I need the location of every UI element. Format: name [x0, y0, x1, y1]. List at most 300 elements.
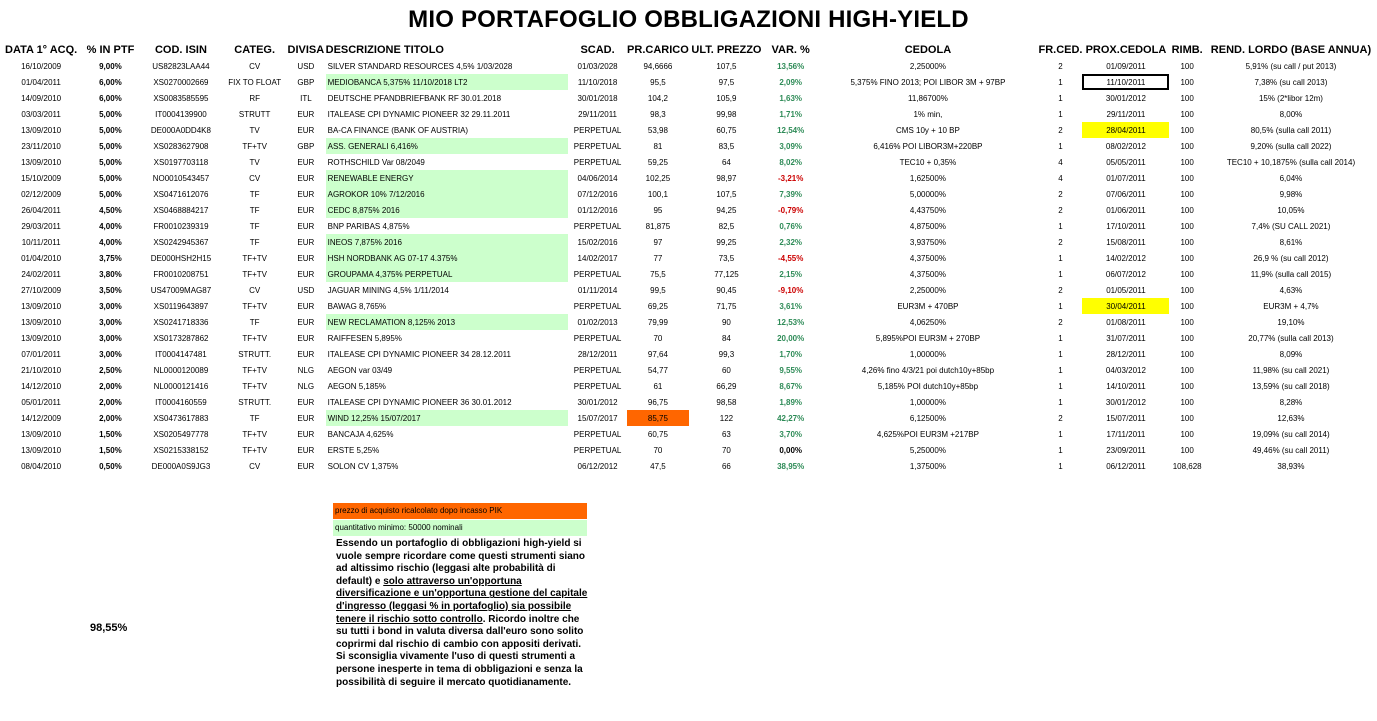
cell-isin[interactable]: XS0283627908: [153, 141, 209, 151]
cell-descrizione[interactable]: GROUPAMA 4,375% PERPETUAL: [326, 266, 569, 282]
cell-scadenza[interactable]: 04/06/2014: [577, 173, 618, 183]
cell-frequenza-cedola[interactable]: 1: [1058, 109, 1063, 119]
cell-ultimo-prezzo[interactable]: 73,5: [718, 253, 735, 263]
cell-divisa[interactable]: EUR: [297, 445, 315, 455]
cell-scadenza[interactable]: 30/01/2018: [577, 93, 618, 103]
cell-pct-ptf[interactable]: 4,50%: [99, 205, 122, 215]
cell-pct-ptf[interactable]: 9,00%: [99, 61, 122, 71]
cell-rimborso[interactable]: 100: [1180, 189, 1194, 199]
cell-cedola[interactable]: 1% min,: [913, 109, 943, 119]
cell-ultimo-prezzo[interactable]: 98,58: [716, 397, 737, 407]
cell-divisa[interactable]: EUR: [297, 125, 315, 135]
cell-pct-ptf[interactable]: 5,00%: [99, 157, 122, 167]
cell-scadenza[interactable]: 01/03/2028: [577, 61, 618, 71]
cell-categoria[interactable]: STRUTT: [238, 109, 271, 119]
cell-prossima-cedola[interactable]: 14/02/2012: [1105, 253, 1146, 263]
header-divisa[interactable]: DIVISA: [287, 44, 325, 56]
cell-prezzo-carico[interactable]: 54,77: [647, 365, 668, 375]
cell-isin[interactable]: FR0010239319: [153, 221, 209, 231]
cell-divisa[interactable]: EUR: [297, 317, 315, 327]
cell-categoria[interactable]: TF+TV: [242, 445, 267, 455]
cell-prossima-cedola[interactable]: 31/07/2011: [1106, 333, 1146, 343]
cell-cedola[interactable]: 2,25000%: [909, 61, 946, 71]
cell-categoria[interactable]: STRUTT.: [238, 397, 272, 407]
cell-cedola[interactable]: 3,93750%: [909, 237, 946, 247]
cell-prossima-cedola[interactable]: 30/01/2012: [1105, 397, 1146, 407]
cell-cedola[interactable]: 6,416% POI LIBOR3M+220BP: [873, 141, 983, 151]
cell-variazione[interactable]: -3,21%: [778, 173, 804, 183]
cell-pct-ptf[interactable]: 4,00%: [99, 221, 122, 231]
cell-prezzo-carico[interactable]: 70: [653, 445, 663, 455]
cell-rimborso[interactable]: 100: [1180, 445, 1194, 455]
cell-divisa[interactable]: GBP: [297, 141, 315, 151]
cell-cedola[interactable]: 5,185% POI dutch10y+85bp: [877, 381, 979, 391]
cell-ultimo-prezzo[interactable]: 60,75: [716, 125, 737, 135]
cell-rendimento-lordo[interactable]: 19,10%: [1277, 317, 1305, 327]
cell-data-acquisto[interactable]: 10/11/2011: [21, 237, 61, 247]
cell-rimborso[interactable]: 100: [1180, 141, 1194, 151]
cell-divisa[interactable]: USD: [297, 285, 315, 295]
cell-divisa[interactable]: EUR: [297, 253, 315, 263]
cell-frequenza-cedola[interactable]: 1: [1058, 461, 1063, 471]
cell-rimborso[interactable]: 100: [1180, 365, 1194, 375]
cell-ultimo-prezzo[interactable]: 64: [721, 157, 731, 167]
cell-frequenza-cedola[interactable]: 2: [1058, 189, 1063, 199]
legend-orange-swatch[interactable]: [333, 503, 587, 519]
cell-data-acquisto[interactable]: 15/10/2009: [21, 173, 62, 183]
cell-prezzo-carico[interactable]: 70: [653, 333, 663, 343]
cell-prezzo-carico[interactable]: 100,1: [647, 189, 668, 199]
cell-scadenza[interactable]: 15/07/2017: [577, 413, 618, 423]
cell-prezzo-carico[interactable]: 104,2: [647, 93, 668, 103]
cell-categoria[interactable]: TF+TV: [242, 429, 267, 439]
cell-variazione[interactable]: 13,56%: [777, 61, 805, 71]
cell-pct-ptf[interactable]: 5,00%: [99, 189, 122, 199]
cell-categoria[interactable]: TF: [249, 317, 260, 327]
cell-rendimento-lordo[interactable]: 9,20% (sulla call 2022): [1250, 141, 1332, 151]
cell-scadenza[interactable]: 01/12/2016: [577, 205, 618, 215]
cell-prezzo-carico[interactable]: 61: [653, 381, 663, 391]
header-pct-ptf[interactable]: % IN PTF: [86, 44, 135, 56]
cell-ultimo-prezzo[interactable]: 70: [721, 445, 731, 455]
cell-divisa[interactable]: USD: [297, 61, 315, 71]
cell-prezzo-carico[interactable]: 102,25: [645, 173, 671, 183]
cell-isin[interactable]: XS0205497778: [153, 429, 209, 439]
cell-frequenza-cedola[interactable]: 4: [1058, 157, 1063, 167]
cell-pct-ptf[interactable]: 5,00%: [99, 109, 122, 119]
cell-scadenza[interactable]: 14/02/2017: [577, 253, 618, 263]
cell-ultimo-prezzo[interactable]: 97,5: [718, 77, 735, 87]
cell-variazione[interactable]: 1,89%: [779, 397, 803, 407]
cell-variazione[interactable]: 12,54%: [777, 125, 805, 135]
cell-categoria[interactable]: TF+TV: [242, 381, 267, 391]
cell-descrizione[interactable]: BAWAG 8,765%: [327, 301, 387, 311]
cell-pct-ptf[interactable]: 3,75%: [99, 253, 122, 263]
cell-frequenza-cedola[interactable]: 2: [1058, 413, 1063, 423]
cell-categoria[interactable]: TV: [249, 157, 260, 167]
cell-isin[interactable]: XS0197703118: [153, 157, 209, 167]
cell-pct-ptf[interactable]: 3,50%: [99, 285, 122, 295]
cell-data-acquisto[interactable]: 13/09/2010: [21, 301, 62, 311]
cell-frequenza-cedola[interactable]: 1: [1058, 221, 1063, 231]
cell-variazione[interactable]: 2,09%: [779, 77, 803, 87]
cell-pct-ptf[interactable]: 3,00%: [99, 317, 122, 327]
cell-rimborso[interactable]: 100: [1180, 253, 1194, 263]
header-rendimento-lordo[interactable]: REND. LORDO (BASE ANNUA): [1210, 44, 1372, 56]
cell-divisa[interactable]: GBP: [297, 77, 315, 87]
cell-categoria[interactable]: CV: [249, 461, 261, 471]
cell-prezzo-carico[interactable]: 79,99: [647, 317, 668, 327]
cell-divisa[interactable]: NLG: [297, 381, 315, 391]
cell-isin[interactable]: IT0004139900: [155, 109, 207, 119]
header-categoria[interactable]: CATEG.: [234, 44, 276, 56]
cell-prossima-cedola[interactable]: 14/10/2011: [1106, 381, 1146, 391]
cell-prossima-cedola[interactable]: 30/04/2011: [1082, 298, 1169, 314]
cell-variazione[interactable]: 2,32%: [779, 237, 803, 247]
cell-ultimo-prezzo[interactable]: 122: [719, 413, 734, 423]
cell-variazione[interactable]: 2,15%: [779, 269, 803, 279]
cell-pct-ptf[interactable]: 6,00%: [99, 77, 122, 87]
cell-rimborso[interactable]: 100: [1180, 317, 1194, 327]
cell-cedola[interactable]: 1,37500%: [909, 461, 946, 471]
cell-prossima-cedola[interactable]: 08/02/2012: [1105, 141, 1146, 151]
cell-categoria[interactable]: CV: [249, 61, 261, 71]
cell-prezzo-carico[interactable]: 75,5: [650, 269, 666, 279]
cell-categoria[interactable]: TV: [249, 125, 260, 135]
cell-categoria[interactable]: TF+TV: [242, 301, 267, 311]
cell-pct-ptf[interactable]: 2,00%: [99, 381, 122, 391]
cell-isin[interactable]: US47009MAG87: [150, 285, 212, 295]
cell-data-acquisto[interactable]: 14/12/2010: [21, 381, 62, 391]
cell-divisa[interactable]: EUR: [297, 461, 315, 471]
cell-isin[interactable]: XS0473617883: [153, 413, 209, 423]
cell-rendimento-lordo[interactable]: 11,98% (su call 2021): [1252, 365, 1330, 375]
cell-prossima-cedola[interactable]: 01/08/2011: [1106, 317, 1146, 327]
cell-prezzo-carico[interactable]: 95,5: [650, 77, 666, 87]
cell-rimborso[interactable]: 100: [1180, 269, 1194, 279]
cell-isin[interactable]: US82823LAA44: [152, 61, 210, 71]
cell-divisa[interactable]: EUR: [297, 221, 315, 231]
cell-variazione[interactable]: 0,00%: [779, 445, 803, 455]
cell-frequenza-cedola[interactable]: 2: [1058, 317, 1063, 327]
cell-frequenza-cedola[interactable]: 2: [1058, 237, 1063, 247]
cell-frequenza-cedola[interactable]: 1: [1058, 397, 1063, 407]
cell-prezzo-carico[interactable]: 47,5: [650, 461, 666, 471]
cell-prossima-cedola[interactable]: 01/06/2011: [1106, 205, 1146, 215]
cell-variazione[interactable]: 3,70%: [779, 429, 803, 439]
cell-ultimo-prezzo[interactable]: 107,5: [716, 61, 737, 71]
cell-categoria[interactable]: TF: [249, 413, 260, 423]
cell-ultimo-prezzo[interactable]: 60: [721, 365, 731, 375]
cell-rendimento-lordo[interactable]: 26,9 % (su call 2012): [1253, 253, 1329, 263]
cell-data-acquisto[interactable]: 13/09/2010: [21, 125, 62, 135]
header-cedola[interactable]: CEDOLA: [904, 44, 952, 56]
cell-descrizione[interactable]: WIND 12,25% 15/07/2017: [326, 410, 569, 426]
cell-pct-ptf[interactable]: 5,00%: [99, 125, 122, 135]
cell-isin[interactable]: XS0119643897: [153, 301, 209, 311]
cell-descrizione[interactable]: BA-CA FINANCE (BANK OF AUSTRIA): [327, 125, 469, 135]
cell-cedola[interactable]: 5,25000%: [909, 445, 946, 455]
cell-prezzo-carico[interactable]: 96,75: [647, 397, 668, 407]
cell-prezzo-carico[interactable]: 81: [653, 141, 663, 151]
cell-categoria[interactable]: TF: [249, 221, 260, 231]
cell-prossima-cedola[interactable]: 06/12/2011: [1106, 461, 1146, 471]
cell-ultimo-prezzo[interactable]: 99,25: [716, 237, 737, 247]
cell-data-acquisto[interactable]: 27/10/2009: [21, 285, 62, 295]
cell-scadenza[interactable]: PERPETUAL: [573, 365, 622, 375]
cell-pct-ptf[interactable]: 0,50%: [99, 461, 122, 471]
cell-categoria[interactable]: RF: [249, 93, 260, 103]
cell-isin[interactable]: XS0083585595: [153, 93, 209, 103]
cell-frequenza-cedola[interactable]: 1: [1058, 445, 1063, 455]
cell-divisa[interactable]: ITL: [300, 93, 312, 103]
cell-pct-ptf[interactable]: 6,00%: [99, 93, 122, 103]
cell-divisa[interactable]: EUR: [297, 301, 315, 311]
cell-categoria[interactable]: TF: [249, 237, 260, 247]
cell-cedola[interactable]: 5,00000%: [909, 189, 946, 199]
cell-prezzo-carico[interactable]: 99,5: [650, 285, 666, 295]
cell-rimborso[interactable]: 100: [1180, 61, 1194, 71]
cell-scadenza[interactable]: PERPETUAL: [573, 269, 622, 279]
cell-variazione[interactable]: 0,76%: [779, 221, 803, 231]
cell-prezzo-carico[interactable]: 97,64: [647, 349, 668, 359]
cell-isin[interactable]: XS0215338152: [153, 445, 209, 455]
cell-variazione[interactable]: 7,39%: [779, 189, 803, 199]
cell-divisa[interactable]: EUR: [297, 173, 315, 183]
cell-frequenza-cedola[interactable]: 1: [1058, 301, 1063, 311]
cell-prezzo-carico[interactable]: 59,25: [647, 157, 668, 167]
cell-frequenza-cedola[interactable]: 1: [1058, 269, 1063, 279]
cell-ultimo-prezzo[interactable]: 71,75: [716, 301, 737, 311]
cell-variazione[interactable]: 1,63%: [779, 93, 803, 103]
cell-prossima-cedola[interactable]: 29/11/2011: [1106, 109, 1146, 119]
cell-pct-ptf[interactable]: 3,00%: [99, 301, 122, 311]
cell-frequenza-cedola[interactable]: 1: [1058, 77, 1063, 87]
cell-rimborso[interactable]: 100: [1180, 285, 1194, 295]
cell-isin[interactable]: XS0270002669: [153, 77, 209, 87]
cell-divisa[interactable]: EUR: [297, 333, 315, 343]
cell-data-acquisto[interactable]: 13/09/2010: [21, 317, 62, 327]
cell-descrizione[interactable]: RENEWABLE ENERGY: [326, 170, 569, 186]
cell-ultimo-prezzo[interactable]: 99,98: [716, 109, 737, 119]
cell-variazione[interactable]: 1,71%: [779, 109, 803, 119]
cell-cedola[interactable]: 1,00000%: [909, 349, 946, 359]
cell-divisa[interactable]: EUR: [297, 205, 315, 215]
cell-scadenza[interactable]: PERPETUAL: [573, 381, 622, 391]
cell-pct-ptf[interactable]: 1,50%: [99, 429, 122, 439]
cell-data-acquisto[interactable]: 03/03/2011: [21, 109, 61, 119]
cell-frequenza-cedola[interactable]: 2: [1058, 285, 1063, 295]
cell-descrizione[interactable]: DEUTSCHE PFANDBRIEFBANK RF 30.01.2018: [327, 93, 502, 103]
cell-rendimento-lordo[interactable]: 8,61%: [1279, 237, 1303, 247]
cell-variazione[interactable]: -0,79%: [778, 205, 804, 215]
cell-ultimo-prezzo[interactable]: 90: [721, 317, 731, 327]
cell-prossima-cedola[interactable]: 28/12/2011: [1106, 349, 1146, 359]
cell-rimborso[interactable]: 100: [1180, 397, 1194, 407]
cell-data-acquisto[interactable]: 23/11/2010: [21, 141, 61, 151]
cell-scadenza[interactable]: 06/12/2012: [577, 461, 618, 471]
cell-rendimento-lordo[interactable]: 5,91% (su call / put 2013): [1245, 61, 1337, 71]
cell-categoria[interactable]: FIX TO FLOAT: [228, 77, 282, 87]
cell-isin[interactable]: XS0173287862: [153, 333, 209, 343]
cell-prossima-cedola[interactable]: 11/10/2011: [1082, 74, 1169, 90]
cell-rendimento-lordo[interactable]: 8,09%: [1279, 349, 1303, 359]
cell-rendimento-lordo[interactable]: 4,63%: [1279, 285, 1303, 295]
cell-pct-ptf[interactable]: 5,00%: [99, 141, 122, 151]
cell-frequenza-cedola[interactable]: 1: [1058, 429, 1063, 439]
cell-data-acquisto[interactable]: 13/09/2010: [21, 333, 62, 343]
cell-data-acquisto[interactable]: 07/01/2011: [21, 349, 61, 359]
cell-rimborso[interactable]: 100: [1180, 429, 1194, 439]
cell-prezzo-carico[interactable]: 95: [653, 205, 663, 215]
cell-ultimo-prezzo[interactable]: 99,3: [718, 349, 735, 359]
header-variazione[interactable]: VAR. %: [771, 44, 810, 56]
cell-descrizione[interactable]: RAIFFESEN 5,895%: [327, 333, 402, 343]
cell-data-acquisto[interactable]: 13/09/2010: [21, 445, 62, 455]
cell-variazione[interactable]: 42,27%: [777, 413, 805, 423]
cell-variazione[interactable]: 3,09%: [779, 141, 803, 151]
cell-variazione[interactable]: 12,53%: [777, 317, 805, 327]
cell-descrizione[interactable]: ASS. GENERALI 6,416%: [326, 138, 569, 154]
legend-green-swatch[interactable]: [333, 520, 587, 536]
cell-ultimo-prezzo[interactable]: 105,9: [716, 93, 737, 103]
cell-categoria[interactable]: TF+TV: [242, 269, 267, 279]
header-isin[interactable]: COD. ISIN: [154, 44, 207, 56]
cell-pct-ptf[interactable]: 3,80%: [99, 269, 122, 279]
cell-rimborso[interactable]: 100: [1180, 205, 1194, 215]
cell-descrizione[interactable]: SILVER STANDARD RESOURCES 4,5% 1/03/2028: [327, 61, 513, 71]
cell-scadenza[interactable]: 11/10/2018: [577, 77, 618, 87]
cell-scadenza[interactable]: PERPETUAL: [573, 333, 622, 343]
cell-scadenza[interactable]: 29/11/2011: [578, 109, 617, 119]
cell-pct-ptf[interactable]: 2,00%: [99, 397, 122, 407]
cell-scadenza[interactable]: 15/02/2016: [577, 237, 618, 247]
cell-rendimento-lordo[interactable]: 20,77% (sulla call 2013): [1248, 333, 1334, 343]
cell-ultimo-prezzo[interactable]: 66: [721, 461, 731, 471]
cell-prossima-cedola[interactable]: 15/08/2011: [1106, 237, 1146, 247]
cell-data-acquisto[interactable]: 08/04/2010: [21, 461, 62, 471]
cell-descrizione[interactable]: AEGON 5,185%: [327, 381, 386, 391]
cell-rimborso[interactable]: 100: [1180, 333, 1194, 343]
cell-descrizione[interactable]: ITALEASE CPI DYNAMIC PIONEER 36 30.01.2012: [327, 397, 512, 407]
cell-prossima-cedola[interactable]: 06/07/2012: [1105, 269, 1146, 279]
cell-prezzo-carico[interactable]: 94,6666: [643, 61, 673, 71]
cell-ultimo-prezzo[interactable]: 63: [721, 429, 731, 439]
cell-isin[interactable]: IT0004147481: [155, 349, 207, 359]
cell-descrizione[interactable]: MEDIOBANCA 5,375% 11/10/2018 LT2: [326, 74, 569, 90]
cell-data-acquisto[interactable]: 21/10/2010: [21, 365, 62, 375]
cell-cedola[interactable]: EUR3M + 470BP: [897, 301, 959, 311]
cell-isin[interactable]: IT0004160559: [155, 397, 207, 407]
cell-rimborso[interactable]: 100: [1180, 221, 1194, 231]
cell-descrizione[interactable]: JAGUAR MINING 4,5% 1/11/2014: [327, 285, 449, 295]
cell-variazione[interactable]: 8,67%: [779, 381, 803, 391]
cell-rendimento-lordo[interactable]: 7,38% (su call 2013): [1254, 77, 1328, 87]
cell-prezzo-carico[interactable]: 85,75: [627, 410, 689, 426]
header-ultimo-prezzo[interactable]: ULT. PREZZO: [691, 44, 762, 56]
cell-prossima-cedola[interactable]: 15/07/2011: [1106, 413, 1146, 423]
cell-prezzo-carico[interactable]: 53,98: [647, 125, 668, 135]
cell-scadenza[interactable]: PERPETUAL: [573, 429, 622, 439]
header-prossima-cedola[interactable]: PROX.CEDOLA: [1085, 44, 1167, 56]
cell-prossima-cedola[interactable]: 23/09/2011: [1106, 445, 1146, 455]
cell-data-acquisto[interactable]: 24/02/2011: [21, 269, 61, 279]
cell-rimborso[interactable]: 100: [1180, 109, 1194, 119]
cell-prezzo-carico[interactable]: 60,75: [647, 429, 668, 439]
cell-cedola[interactable]: 2,25000%: [909, 285, 946, 295]
cell-cedola[interactable]: 4,06250%: [909, 317, 946, 327]
cell-rendimento-lordo[interactable]: 7,4% (SU CALL 2021): [1251, 221, 1331, 231]
cell-rendimento-lordo[interactable]: 38,93%: [1277, 461, 1305, 471]
cell-descrizione[interactable]: CEDC 8,875% 2016: [326, 202, 569, 218]
cell-rimborso[interactable]: 100: [1180, 93, 1194, 103]
cell-isin[interactable]: NO0010543457: [152, 173, 210, 183]
header-prezzo-carico[interactable]: PR.CARICO: [627, 44, 689, 56]
cell-frequenza-cedola[interactable]: 1: [1058, 253, 1063, 263]
cell-data-acquisto[interactable]: 01/04/2011: [21, 77, 61, 87]
cell-data-acquisto[interactable]: 01/04/2010: [21, 253, 62, 263]
cell-pct-ptf[interactable]: 2,00%: [99, 413, 122, 423]
cell-data-acquisto[interactable]: 16/10/2009: [21, 61, 62, 71]
cell-variazione[interactable]: 8,02%: [779, 157, 803, 167]
cell-cedola[interactable]: 1,00000%: [909, 397, 946, 407]
cell-divisa[interactable]: EUR: [297, 397, 315, 407]
cell-rendimento-lordo[interactable]: 8,28%: [1279, 397, 1303, 407]
cell-descrizione[interactable]: BNP PARIBAS 4,875%: [327, 221, 410, 231]
cell-divisa[interactable]: EUR: [297, 413, 315, 423]
cell-categoria[interactable]: TF+TV: [242, 141, 267, 151]
cell-scadenza[interactable]: PERPETUAL: [573, 125, 622, 135]
cell-descrizione[interactable]: ITALEASE CPI DYNAMIC PIONEER 32 29.11.2011: [327, 109, 511, 119]
cell-prezzo-carico[interactable]: 69,25: [647, 301, 668, 311]
cell-frequenza-cedola[interactable]: 2: [1058, 205, 1063, 215]
cell-rimborso[interactable]: 100: [1180, 157, 1194, 167]
cell-variazione[interactable]: 20,00%: [777, 333, 805, 343]
cell-frequenza-cedola[interactable]: 1: [1058, 141, 1063, 151]
cell-divisa[interactable]: EUR: [297, 269, 315, 279]
cell-isin[interactable]: XS0242945367: [153, 237, 209, 247]
cell-scadenza[interactable]: PERPETUAL: [573, 157, 622, 167]
header-frequenza-cedola[interactable]: FR.CED.: [1038, 44, 1083, 56]
cell-categoria[interactable]: STRUTT.: [238, 349, 272, 359]
cell-data-acquisto[interactable]: 26/04/2011: [21, 205, 61, 215]
cell-frequenza-cedola[interactable]: 4: [1058, 173, 1063, 183]
cell-pct-ptf[interactable]: 3,00%: [99, 349, 122, 359]
cell-prezzo-carico[interactable]: 81,875: [645, 221, 671, 231]
cell-cedola[interactable]: 4,625%POI EUR3M +217BP: [876, 429, 979, 439]
cell-divisa[interactable]: EUR: [297, 109, 315, 119]
cell-pct-ptf[interactable]: 3,00%: [99, 333, 122, 343]
cell-prossima-cedola[interactable]: 05/05/2011: [1106, 157, 1146, 167]
cell-descrizione[interactable]: INEOS 7,875% 2016: [326, 234, 569, 250]
cell-rendimento-lordo[interactable]: EUR3M + 4,7%: [1263, 301, 1319, 311]
cell-descrizione[interactable]: ITALEASE CPI DYNAMIC PIONEER 34 28.12.2011: [327, 349, 511, 359]
cell-rimborso[interactable]: 100: [1180, 125, 1194, 135]
cell-prossima-cedola[interactable]: 01/09/2011: [1106, 61, 1146, 71]
cell-scadenza[interactable]: 01/11/2014: [577, 285, 618, 295]
cell-categoria[interactable]: TF: [249, 189, 260, 199]
cell-ultimo-prezzo[interactable]: 107,5: [716, 189, 737, 199]
cell-categoria[interactable]: CV: [249, 285, 261, 295]
cell-ultimo-prezzo[interactable]: 90,45: [716, 285, 737, 295]
cell-cedola[interactable]: TEC10 + 0,35%: [899, 157, 957, 167]
cell-rimborso[interactable]: 100: [1180, 77, 1194, 87]
cell-scadenza[interactable]: PERPETUAL: [573, 301, 622, 311]
cell-categoria[interactable]: TF+TV: [242, 253, 267, 263]
cell-isin[interactable]: XS0471612076: [153, 189, 209, 199]
cell-variazione[interactable]: -9,10%: [778, 285, 804, 295]
cell-descrizione[interactable]: BANCAJA 4,625%: [327, 429, 394, 439]
